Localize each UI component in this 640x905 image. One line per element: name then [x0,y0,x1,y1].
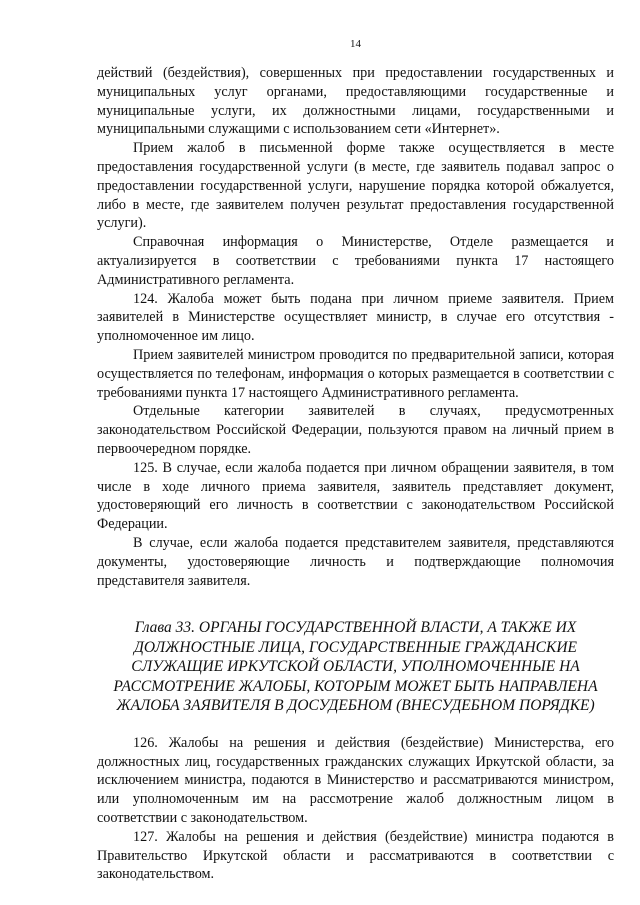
paragraph-127: 127. Жалобы на решения и действия (бездействие) министра подаются в Правительство Иркутской области и рассматриваются в соответствии с законодательством. [97,828,614,883]
chapter-heading [97,618,614,716]
paragraph-written-complaints: Прием жалоб в письменной форме также осуществляется в месте предоставления государственной услуги (в месте, где заявитель подавал запрос о предоставлении государственной услуги, нарушение порядка которой обжалуется, либо в месте, где заявителем получен результат предоставления государственной услуги). [97,140,614,232]
chapter-heading-line: ДОЛЖНОСТНЫЕ ЛИЦА, ГОСУДАРСТВЕННЫЕ ГРАЖДАНСКИЕ [134,638,577,656]
chapter-heading-line: ЖАЛОБА ЗАЯВИТЕЛЯ В ДОСУДЕБНОМ (ВНЕСУДЕБНОМ ПОРЯДКЕ) [116,697,595,715]
paragraph-continuation: действий (бездействия), совершенных при предоставлении государственных и муниципальных услуг органами, предоставляющими государственные и муниципальные услуги, их должностными лицами, государственными и муниципальными служащими с использованием сети «Интернет». [97,65,614,138]
paragraph-priority-categories: Отдельные категории заявителей в случаях, предусмотренных законодательством Российской Федерации, пользуются правом на личный прием в первоочередном порядке. [97,403,614,457]
chapter-heading-line: Глава 33. ОРГАНЫ ГОСУДАРСТВЕННОЙ ВЛАСТИ, А ТАКЖЕ ИХ [134,619,577,637]
body-text-bottom [97,734,614,884]
paragraph-124: 124. Жалоба может быть подана при личном приеме заявителя. Прием заявителей в Министерстве осуществляет министр, в случае его отсутствия - уполномоченное им лицо. [97,290,614,345]
paragraph-125: 125. В случае, если жалоба подается при личном обращении заявителя, в том числе в ходе личного приема заявителя, заявитель представляет документ, удостоверяющий его личность в соответствии с законодательством Российской Федерации. [97,459,614,533]
paragraph-reference-info: Справочная информация о Министерстве, Отделе размещается и актуализируется в соответствии с требованиями пункта 17 настоящего Административного регламента. [97,234,614,288]
paragraph-appointment: Прием заявителей министром проводится по предварительной записи, которая осуществляется по телефонам, информация о которых размещается в соответствии с требованиями пункта 17 настоящего Административного регламента. [97,346,614,401]
chapter-heading-line: РАССМОТРЕНИЕ ЖАЛОБЫ, КОТОРЫМ МОЖЕТ БЫТЬ НАПРАВЛЕНА [113,677,598,695]
paragraph-representative: В случае, если жалоба подается представителем заявителя, представляются документы, удостоверяющие личность и подтверждающие полномочия представителя заявителя. [97,534,614,589]
page-number: 14 [350,38,361,50]
body-text-top [97,64,614,590]
paragraph-126: 126. Жалобы на решения и действия (бездействие) Министерства, его должностных лиц, государственных гражданских служащих Иркутской области, за исключением министра, подаются в Министерство и рассматриваются министром, или уполномоченным им на рассмотрение жалоб должностным лицом в соответствии с законодательством. [97,734,614,826]
chapter-heading-line: СЛУЖАЩИЕ ИРКУТСКОЙ ОБЛАСТИ, УПОЛНОМОЧЕННЫЕ НА [131,658,580,676]
